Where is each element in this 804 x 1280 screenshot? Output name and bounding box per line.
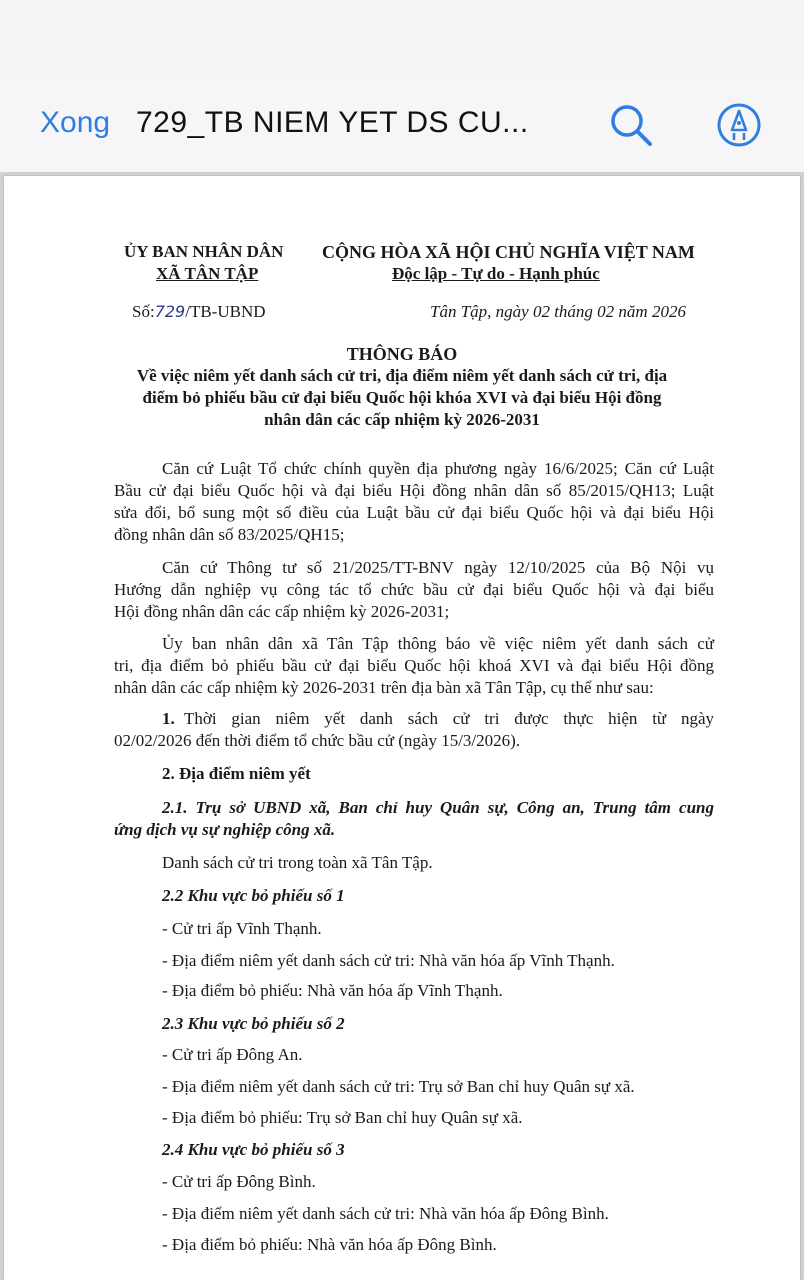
area-voting-location: - Địa điểm bỏ phiếu: Trụ sở Ban chỉ huy Quân sự xã. <box>162 1108 523 1127</box>
navigation-bar <box>0 78 804 173</box>
item1-line: Thời gian niêm yết danh sách cử tri được thực hiện từ ngày <box>184 709 714 728</box>
intro-line: tri, địa điểm bỏ phiếu bầu cử đại biểu Quốc hội khoá XVI và đại biểu Hội đồng <box>114 656 714 675</box>
area-posting-location: - Địa điểm niêm yết danh sách cử tri: Trụ sở Ban chỉ huy Quân sự xã. <box>162 1077 635 1096</box>
document-title: 729_TB NIEM YET DS CU... <box>136 106 529 139</box>
area-heading: 2.2 Khu vực bỏ phiếu số 1 <box>162 886 345 905</box>
area-voters: - Cử tri ấp Đông Bình. <box>162 1172 316 1191</box>
area-heading: 2.4 Khu vực bỏ phiếu số 3 <box>162 1140 345 1159</box>
status-bar <box>0 0 804 78</box>
nation-motto: Độc lập - Tự do - Hạnh phúc <box>392 264 600 283</box>
subject-line-3: nhân dân các cấp nhiệm kỳ 2026-2031 <box>264 410 540 429</box>
basis2-line: Hướng dẫn nghiệp vụ công tác tổ chức bầu cử đại biểu Quốc hội và đại biểu <box>114 580 714 599</box>
area-posting-location: - Địa điểm niêm yết danh sách cử tri: Nhà văn hóa ấp Đông Bình. <box>162 1204 609 1223</box>
area-voting-location: - Địa điểm bỏ phiếu: Nhà văn hóa ấp Vĩnh Thạnh. <box>162 981 503 1000</box>
area-voters: - Cử tri ấp Đông An. <box>162 1045 303 1064</box>
issuer-name: ỦY BAN NHÂN DÂN <box>124 242 284 261</box>
basis2-line: Căn cứ Thông tư số 21/2025/TT-BNV ngày 12/10/2025 của Bộ Nội vụ <box>162 558 714 577</box>
item1-number: 1. <box>162 709 175 728</box>
section-2-1-line: 2.1. Trụ sở UBND xã, Ban chỉ huy Quân sự, Công an, Trung tâm cung <box>162 798 714 817</box>
item2-heading: 2. Địa điểm niêm yết <box>162 764 311 783</box>
item1-line: 02/02/2026 đến thời điểm tổ chức bầu cử (ngày 15/3/2026). <box>114 731 521 750</box>
basis1-line: sửa đổi, bổ sung một số điều của Luật bầu cử đại biểu Quốc hội và đại biểu Hội <box>114 503 714 522</box>
section-2-1-line: ứng dịch vụ sự nghiệp công xã. <box>114 820 336 839</box>
subject-line-1: Về việc niêm yết danh sách cử tri, địa điểm niêm yết danh sách cử tri, địa <box>136 366 668 385</box>
subject-line-2: điểm bỏ phiếu bầu cử đại biểu Quốc hội khóa XVI và đại biểu Hội đồng <box>142 388 662 407</box>
done-button[interactable]: Xong <box>40 106 111 139</box>
markup-pen-icon[interactable] <box>716 102 762 148</box>
intro-line: Ủy ban nhân dân xã Tân Tập thông báo về việc niêm yết danh sách cử <box>162 634 714 653</box>
basis1-line: đồng nhân dân số 83/2025/QH15; <box>114 525 345 544</box>
document-type: THÔNG BÁO <box>346 344 458 364</box>
document-number: Số:729/TB-UBND <box>132 302 266 321</box>
basis2-line: Hội đồng nhân dân các cấp nhiệm kỳ 2026-2031; <box>114 602 450 621</box>
basis1-line: Bầu cử đại biểu Quốc hội và đại biểu Hội đồng nhân dân số 85/2015/QH13; Luật <box>114 481 714 500</box>
area-voting-location: - Địa điểm bỏ phiếu: Nhà văn hóa ấp Đông Bình. <box>162 1235 497 1254</box>
nation-title: CỘNG HÒA XÃ HỘI CHỦ NGHĨA VIỆT NAM <box>322 242 695 262</box>
place-date: Tân Tập, ngày 02 tháng 02 năm 2026 <box>430 302 686 321</box>
intro-line: nhân dân các cấp nhiệm kỳ 2026-2031 trên địa bàn xã Tân Tập, cụ thể như sau: <box>114 678 654 697</box>
issuer-commune: XÃ TÂN TẬP <box>156 264 259 283</box>
area-voters: - Cử tri ấp Vĩnh Thạnh. <box>162 919 322 938</box>
search-icon[interactable] <box>608 102 654 148</box>
basis1-line: Căn cứ Luật Tổ chức chính quyền địa phương ngày 16/6/2025; Căn cứ Luật <box>162 459 714 478</box>
area-heading: 2.3 Khu vực bỏ phiếu số 2 <box>162 1014 345 1033</box>
area-posting-location: - Địa điểm niêm yết danh sách cử tri: Nhà văn hóa ấp Vĩnh Thạnh. <box>162 951 615 970</box>
handwritten-number: 729 <box>154 302 186 321</box>
document-page[interactable] <box>4 176 800 1280</box>
section-2-1-text: Danh sách cử tri trong toàn xã Tân Tập. <box>162 853 433 872</box>
